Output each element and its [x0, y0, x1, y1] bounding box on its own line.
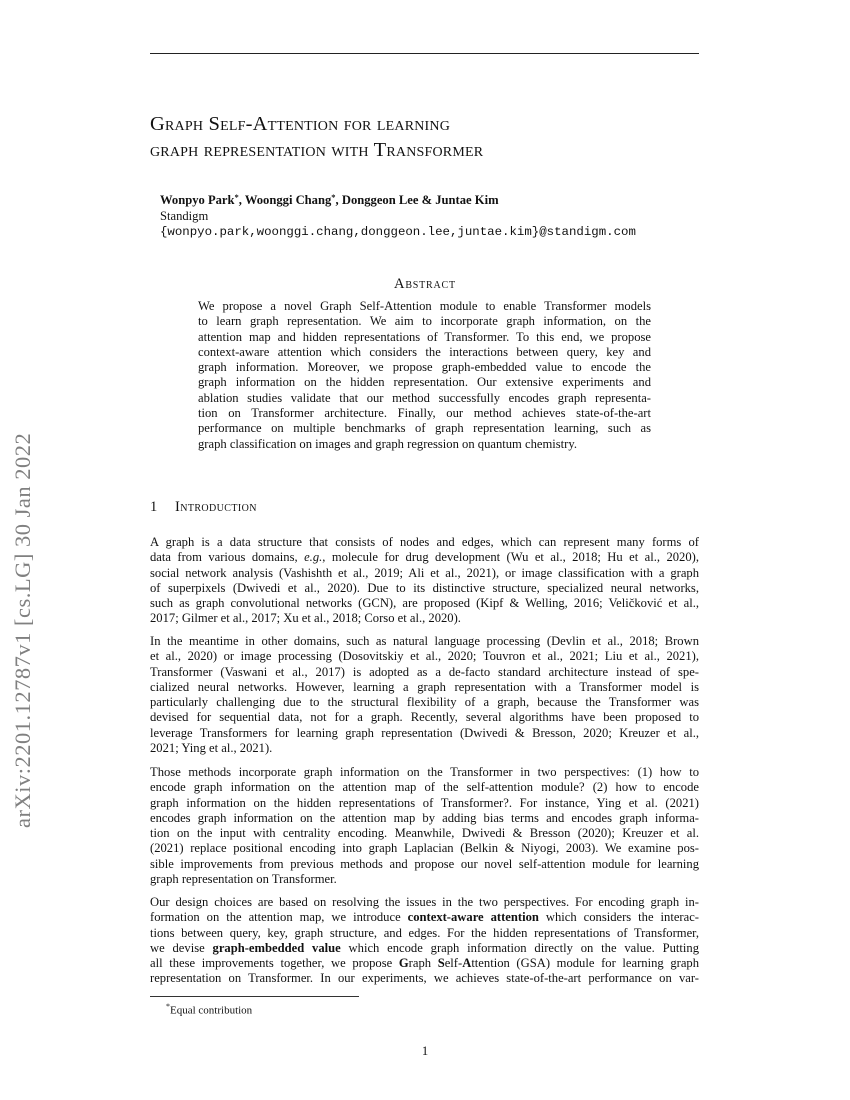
abstract-line: to learn graph representation. We aim to incorporate graph information, on the — [198, 314, 651, 329]
author-emails: {wonpyo.park,woonggi.chang,donggeon.lee,juntae.kim}@standigm.com — [160, 225, 636, 239]
affiliation: Standigm — [160, 209, 209, 223]
paragraph-line: Those methods incorporate graph information on the Transformer in two perspectives: (1) how to — [150, 765, 699, 779]
paragraph-line: 2021; Ying et al., 2021). — [150, 741, 273, 756]
paragraph-line: devised for sequential data, not for a graph. Recently, several algorithms have been proposed to — [150, 710, 699, 725]
paragraph-1 — [150, 535, 699, 627]
page-number: 1 — [421, 1044, 429, 1058]
abstract-line: We propose a novel Graph Self-Attention module to enable Transformer models — [198, 299, 651, 313]
paragraph-line: graph information on the hidden representations of Transformer?. For instance, Ying et al. (2021) — [150, 795, 699, 810]
abstract-line: ablation studies validate that our method successfully encodes graph representa- — [198, 390, 651, 405]
abstract-line: performance on multiple benchmarks of graph representation learning, such as — [198, 421, 651, 436]
paragraph-4 — [150, 895, 699, 987]
paragraph-line: such as graph convolutional networks (GCN), are proposed (Kipf & Welling, 2016; Veličković et al., — [150, 596, 699, 611]
paragraph-line: encodes graph information on the attention map by adding bias terms and encodes graph informa- — [150, 810, 699, 825]
paragraph-line: representation on Transformer. In our experiments, we achieves state-of-the-art performance on var- — [150, 971, 699, 986]
title-line-1: Graph Self-Attention for learning — [150, 113, 451, 135]
abstract-line: graph classification on images and graph regression on quantum chemistry. — [198, 436, 577, 451]
abstract-line: graph information on the hidden representation. Our extensive experiments and — [198, 375, 651, 390]
title-line-2: graph representation with Transformer — [150, 139, 484, 161]
paragraph-line: tions between query, key, graph structure, and edges. For the hidden representations of Transformer, — [150, 925, 699, 940]
paragraph-line: data from various domains, e.g., molecule for drug development (Wu et al., 2018; Hu et al., 2020), — [150, 550, 699, 565]
paragraph-line: Transformer (Vaswani et al., 2017) is adopted as a de-facto standard architecture instead of spe- — [150, 664, 699, 679]
paragraph-3 — [150, 765, 699, 887]
footnote: *Equal contribution — [166, 1002, 253, 1017]
footnote-rule — [150, 996, 359, 997]
author-names: Wonpyo Park*, Woonggi Chang*, Donggeon Lee & Juntae Kim — [160, 192, 499, 207]
paragraph-line: 2017; Gilmer et al., 2017; Xu et al., 2018; Corso et al., 2020). — [150, 611, 461, 626]
arxiv-identifier: arXiv:2201.12787v1 [cs.LG] 30 Jan 2022 — [10, 432, 35, 828]
abstract-line: tion on Transformer architecture. Finally, our method achieves state-of-the-art — [198, 406, 651, 421]
paragraph-line: Our design choices are based on resolving the issues in the two perspectives. For encoding graph in- — [150, 895, 699, 909]
top-rule — [150, 53, 699, 54]
paragraph-line: cialized neural networks. However, learning a graph representation with a Transformer model is — [150, 679, 699, 694]
paragraph-line: (2021) replace positional encoding into graph Laplacian (Belkin & Niyogi, 2003). We examine pos- — [150, 841, 699, 856]
section-title: Introduction — [175, 499, 257, 515]
paragraph-line: social network analysis (Vashishth et al., 2019; Ali et al., 2021), or image classification with a graph — [150, 565, 699, 580]
author-block — [160, 189, 636, 240]
abstract-line: attention map and hidden representations of Transformer. To this end, we propose — [198, 329, 651, 344]
paragraph-line: graph representation on Transformer. — [150, 872, 337, 887]
paper-title — [150, 111, 710, 163]
paragraph-line: all these improvements together, we propose Graph Self-Attention (GSA) module for learning graph — [150, 956, 700, 971]
paragraph-line: et al., 2020) or image processing (Dosovitskiy et al., 2020; Touvron et al., 2021; Liu et al., 2021), — [150, 649, 699, 664]
paragraph-line: encode graph information on the attention map of the self-attention module? (2) how to encode — [150, 780, 699, 795]
paragraph-line: sible improvements from previous methods and propose our novel self-attention module for learning — [150, 856, 699, 871]
abstract-line: graph information. Moreover, we propose graph-embedded value to encode the — [198, 360, 651, 375]
paragraph-line: formation on the attention map, we introduce context-aware attention which considers the interac- — [150, 910, 700, 925]
abstract-heading: Abstract — [394, 276, 456, 292]
section-heading-introduction — [150, 499, 257, 516]
abstract-line: context-aware attention which considers the interactions between query, key and — [198, 344, 651, 359]
abstract-body — [198, 299, 651, 452]
paragraph-2 — [150, 634, 699, 756]
paragraph-line: A graph is a data structure that consists of nodes and edges, which can represent many forms of — [150, 535, 699, 549]
paragraph-line: In the meantime in other domains, such as natural language processing (Devlin et al., 2018; Brown — [150, 634, 699, 648]
paragraph-line: of superpixels (Dwivedi et al., 2020). Due to its distinctive structure, specialized neural networks, — [150, 580, 699, 595]
section-number: 1 — [150, 499, 158, 515]
paragraph-line: we devise graph-embedded value which encode graph information directly on the value. Putting — [150, 940, 700, 955]
paragraph-line: particularly challenging due to the structural flexibility of a graph, because the Transformer was — [150, 695, 699, 710]
paragraph-line: leverage Transformers for learning graph representation (Dwivedi & Bresson, 2020; Kreuzer et al., — [150, 725, 699, 740]
paragraph-line: tion on the input with centrality encoding. Meanwhile, Dwivedi & Bresson (2020); Kreuzer et al. — [150, 826, 699, 841]
